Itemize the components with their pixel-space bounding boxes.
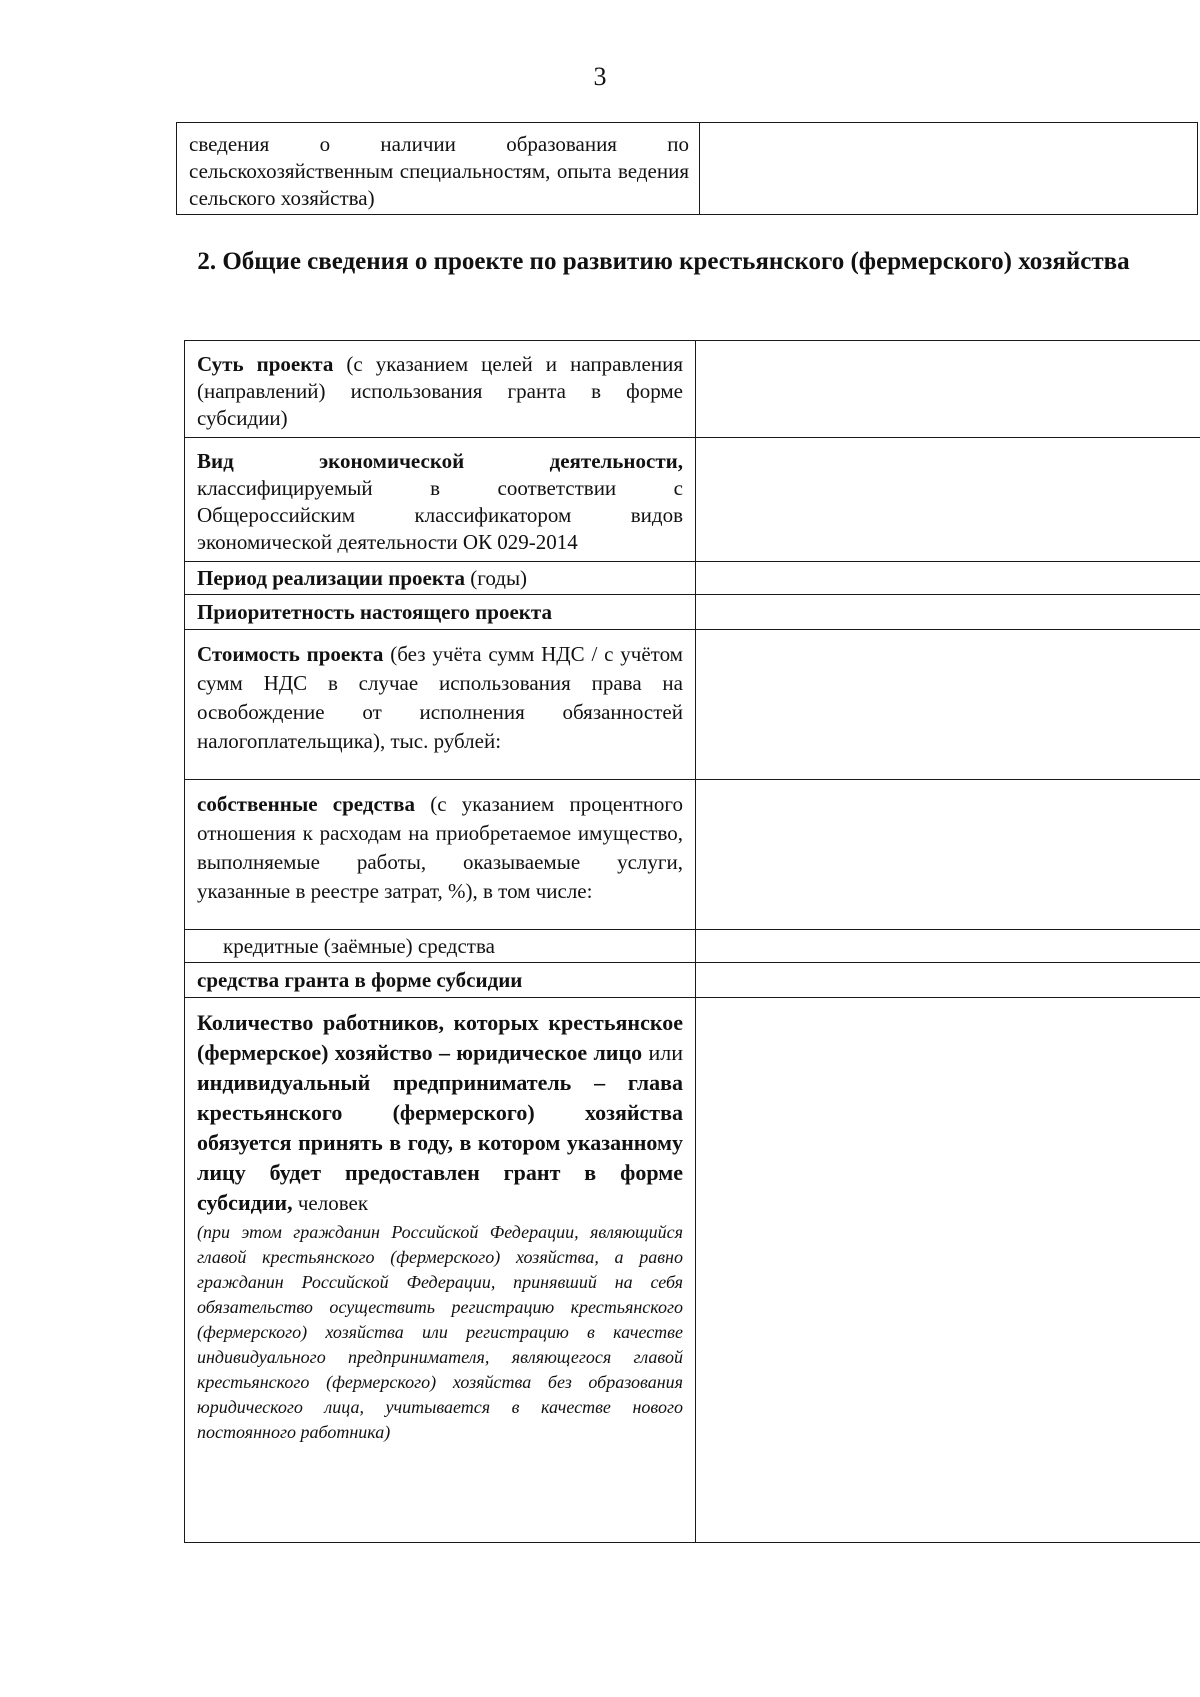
credit-funds-value[interactable] — [696, 930, 1200, 963]
label-text: (годы) — [465, 566, 528, 590]
employee-count-value[interactable] — [696, 998, 1200, 1543]
table-row — [185, 998, 1200, 1543]
table-cell-value[interactable] — [700, 123, 1198, 215]
table-cell-label: сведения о наличии образования по сельскохозяйственным специальностям, опыта ведения сельского хозяйства) — [177, 123, 700, 215]
label-bold: Суть проекта — [197, 352, 334, 376]
employee-count-label — [185, 998, 696, 1543]
label-text: классифицируемый в соответствии с Общероссийским классификатором видов экономической деятельности ОК 029-2014 — [197, 476, 683, 554]
project-cost-label — [185, 630, 696, 780]
implementation-period-value[interactable] — [696, 562, 1200, 595]
label-text: (без учёта сумм НДС / с учётом сумм НДС в случае использования права на освобождение от исполнения обязанностей налогоплательщика), тыс. рублей: — [197, 642, 683, 753]
label-bold: Вид экономической деятельности, — [197, 449, 683, 473]
own-funds-value[interactable] — [696, 780, 1200, 930]
label-text: (с указанием целей и направления (направлений) использования гранта в форме субсидии) — [197, 352, 683, 430]
label-bold: Период реализации проекта — [197, 566, 466, 590]
label-text: кредитные (заёмные) средства — [223, 934, 495, 958]
activity-type-label — [185, 438, 696, 562]
label-text: или — [642, 1040, 683, 1065]
label-text: (с указанием процентного отношения к расходам на приобретаемое имущество, выполняемые работы, оказываемые услуги, указанные в реестре затрат, %), в том числе: — [197, 792, 684, 903]
project-info-table — [184, 340, 1200, 1543]
priority-value[interactable] — [696, 595, 1200, 630]
table-row — [185, 963, 1200, 998]
project-essence-value[interactable] — [696, 341, 1200, 438]
label-bold-continued: индивидуальный предприниматель – глава крестьянского (фермерского) хозяйства обязуется принять в году, в котором указанному лицу будет предоставлен грант в форме субсидии, — [197, 1070, 683, 1215]
page-number: 3 — [593, 62, 607, 91]
section-title: 2. Общие сведения о проекте по развитию крестьянского (фермерского) хозяйства — [197, 248, 1130, 275]
grant-funds-label — [185, 963, 696, 998]
implementation-period-label — [185, 562, 696, 595]
employee-note: (при этом гражданин Российской Федерации, являющийся главой крестьянского (фермерского) хозяйства, а равно гражданин Российской Федерации, принявший на себя обязательство осуществить регистрацию крестьянского (фермерского) хозяйства или регистрацию в качестве индивидуального предпринимателя, являющегося главой крестьянского (фермерского) хозяйства без образования юридического лица, учитывается в качестве нового постоянного работника) — [197, 1222, 683, 1442]
project-essence-label — [185, 341, 696, 438]
table-row — [185, 341, 1200, 438]
priority-label — [185, 595, 696, 630]
table-row — [177, 123, 1198, 215]
project-cost-value[interactable] — [696, 630, 1200, 780]
grant-funds-value[interactable] — [696, 963, 1200, 998]
table-row — [185, 595, 1200, 630]
label-bold: средства гранта в форме субсидии — [197, 968, 523, 992]
table-row — [185, 562, 1200, 595]
own-funds-label — [185, 780, 696, 930]
applicant-info-table — [176, 122, 1198, 215]
label-bold: Приоритетность настоящего проекта — [197, 600, 552, 624]
label-text-unit: человек — [292, 1191, 369, 1215]
activity-type-value[interactable] — [696, 438, 1200, 562]
label-bold: Стоимость проекта — [197, 642, 384, 666]
label-bold: Количество работников, которых крестьянское (фермерское) хозяйство – юридическое лицо — [197, 1010, 683, 1065]
credit-funds-label — [185, 930, 696, 963]
table-row — [185, 930, 1200, 963]
label-bold: собственные средства — [197, 792, 415, 816]
table-row — [185, 780, 1200, 930]
table-row — [185, 630, 1200, 780]
table-row — [185, 438, 1200, 562]
